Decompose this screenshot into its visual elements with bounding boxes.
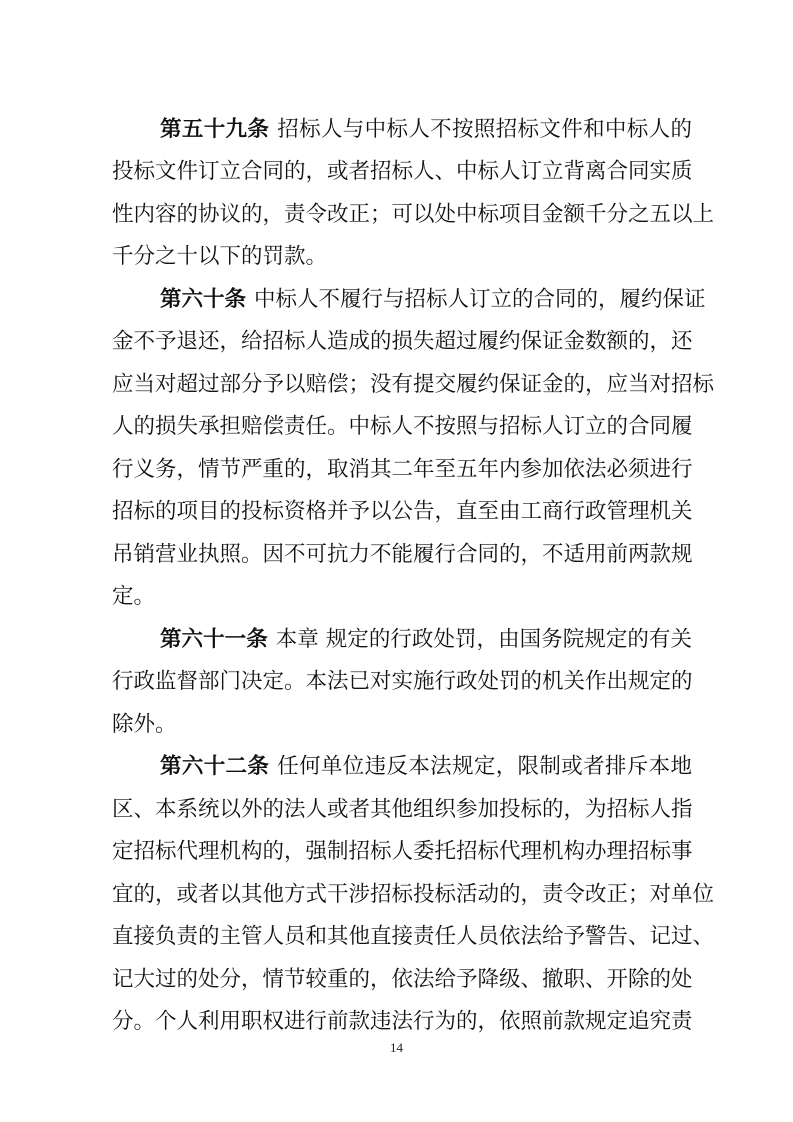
article-61-text: 本章 规定的行政处罚，由国务院规定的有关 (275, 627, 692, 652)
article-59-line-2: 投标文件订立合同的，或者招标人、中标人订立背离合同实质 (112, 159, 693, 184)
article-59-line-1 (160, 118, 692, 142)
article-60-text: 中标人不履行与招标人订立的合同的，履约保证 (254, 287, 706, 312)
article-62-line-7: 分。个人利用职权进行前款违法行为的，依照前款规定追究责 (112, 1009, 693, 1034)
article-62-line-2: 区、本系统以外的法人或者其他组织参加投标的，为招标人指 (112, 797, 693, 822)
article-60-line-7: 吊销营业执照。因不可抗力不能履行合同的，不适用前两款规 (112, 542, 693, 567)
article-61-number: 第六十一条 (160, 627, 268, 652)
article-60-line-8: 定。 (112, 584, 156, 609)
article-62-number: 第六十二条 (160, 754, 270, 779)
article-61-line-1 (160, 628, 692, 652)
article-59-line-4: 千分之十以下的罚款。 (112, 244, 328, 269)
article-60-line-4: 人的损失承担赔偿责任。中标人不按照与招标人订立的合同履 (112, 414, 693, 439)
article-59-text: 招标人与中标人不按照招标文件和中标人的 (277, 117, 692, 142)
article-62-line-3: 定招标代理机构的，强制招标人委托招标代理机构办理招标事 (112, 839, 693, 864)
article-60-line-5: 行义务，情节严重的，取消其二年至五年内参加依法必须进行 (112, 457, 693, 482)
article-62-line-6: 记大过的处分，情节较重的，依法给予降级、撤职、开除的处 (112, 967, 693, 992)
article-62-line-1 (160, 755, 692, 779)
article-59-line-3: 性内容的协议的，责令改正；可以处中标项目金额千分之五以上 (112, 202, 715, 227)
article-59-number: 第五十九条 (160, 117, 270, 142)
article-62-text: 任何单位违反本法规定，限制或者排斥本地 (277, 754, 692, 779)
article-60-line-1 (160, 287, 706, 312)
article-60-number: 第六十条 (160, 287, 247, 312)
article-61-line-2: 行政监督部门决定。本法已对实施行政处罚的机关作出规定的 (112, 669, 693, 694)
page-number: 14 (390, 1040, 403, 1055)
article-60-line-2: 金不予退还，给招标人造成的损失超过履约保证金数额的，还 (112, 329, 693, 354)
article-60-line-3: 应当对超过部分予以赔偿；没有提交履约保证金的，应当对招标 (112, 372, 715, 397)
article-60-line-6: 招标的项目的投标资格并予以公告，直至由工商行政管理机关 (112, 499, 693, 524)
article-62-line-4: 宜的，或者以其他方式干涉招标投标活动的，责令改正；对单位 (112, 882, 715, 907)
article-61-line-3: 除外。 (112, 712, 177, 737)
article-62-line-5: 直接负责的主管人员和其他直接责任人员依法给予警告、记过、 (112, 924, 715, 949)
